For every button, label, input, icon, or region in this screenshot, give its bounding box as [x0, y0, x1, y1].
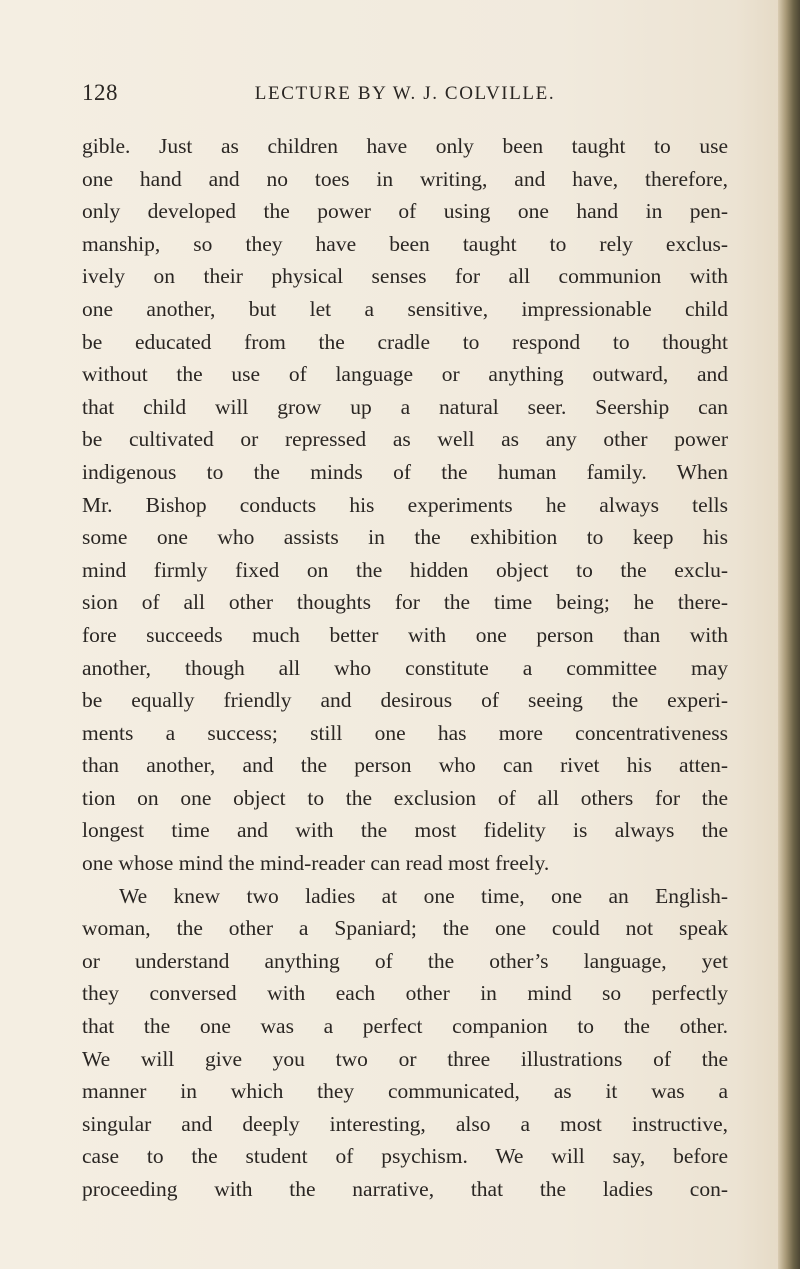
- text-line: without the use of language or anything outward, and: [82, 362, 728, 387]
- body-text: [82, 130, 728, 1206]
- paragraph-end-line: one whose mind the mind-reader can read most freely.: [82, 851, 550, 876]
- text-line: one another, but let a sensitive, impressionable child: [82, 296, 728, 321]
- text-line: mind firmly fixed on the hidden object to the exclu-: [82, 557, 728, 582]
- text-line: or understand anything of the other’s language, yet: [82, 948, 728, 973]
- text-line: they conversed with each other in mind so perfectly: [82, 981, 728, 1006]
- text-line: Mr. Bishop conducts his experiments he always tells: [82, 492, 728, 517]
- text-line: singular and deeply interesting, also a most instructive,: [82, 1111, 728, 1136]
- text-line: that child will grow up a natural seer. Seership can: [82, 394, 728, 419]
- text-line: than another, and the person who can rivet his atten-: [82, 753, 728, 778]
- page-edge-shadow: [778, 0, 800, 1269]
- text-line: longest time and with the most fidelity is always the: [82, 818, 728, 843]
- text-line: fore succeeds much better with one person than with: [82, 622, 728, 647]
- text-line: be cultivated or repressed as well as any other power: [82, 427, 728, 452]
- text-line: woman, the other a Spaniard; the one could not speak: [82, 916, 728, 941]
- text-line: indigenous to the minds of the human family. When: [82, 459, 728, 484]
- text-line: only developed the power of using one hand in pen-: [82, 199, 728, 224]
- text-line: that the one was a perfect companion to the other.: [82, 1014, 728, 1039]
- running-head: LECTURE BY W. J. COLVILLE.: [254, 83, 556, 104]
- text-line: tion on one object to the exclusion of all others for the: [82, 785, 728, 810]
- text-line: proceeding with the narrative, that the ladies con-: [82, 1177, 728, 1201]
- text-line: sion of all other thoughts for the time being; he there-: [82, 590, 728, 615]
- text-line: case to the student of psychism. We will say, before: [82, 1144, 728, 1169]
- text-line: ively on their physical senses for all communion with: [82, 264, 728, 289]
- text-line: We will give you two or three illustrations of the: [82, 1046, 728, 1071]
- text-line: some one who assists in the exhibition to keep his: [82, 525, 728, 550]
- text-line: be equally friendly and desirous of seeing the experi-: [82, 688, 728, 713]
- page-number: 128: [82, 80, 118, 105]
- text-line: another, though all who constitute a committee may: [82, 655, 728, 680]
- paragraph-start-line: We knew two ladies at one time, one an English-: [119, 883, 728, 908]
- text-line: gible. Just as children have only been taught to use: [82, 134, 728, 158]
- text-line: one hand and no toes in writing, and have, therefore,: [82, 166, 728, 191]
- text-line: manner in which they communicated, as it was a: [82, 1079, 728, 1104]
- text-line: be educated from the cradle to respond to thought: [82, 329, 728, 354]
- page-header: [82, 80, 728, 114]
- text-line: ments a success; still one has more concentrativeness: [82, 720, 728, 745]
- text-line: manship, so they have been taught to rely exclus-: [82, 231, 728, 256]
